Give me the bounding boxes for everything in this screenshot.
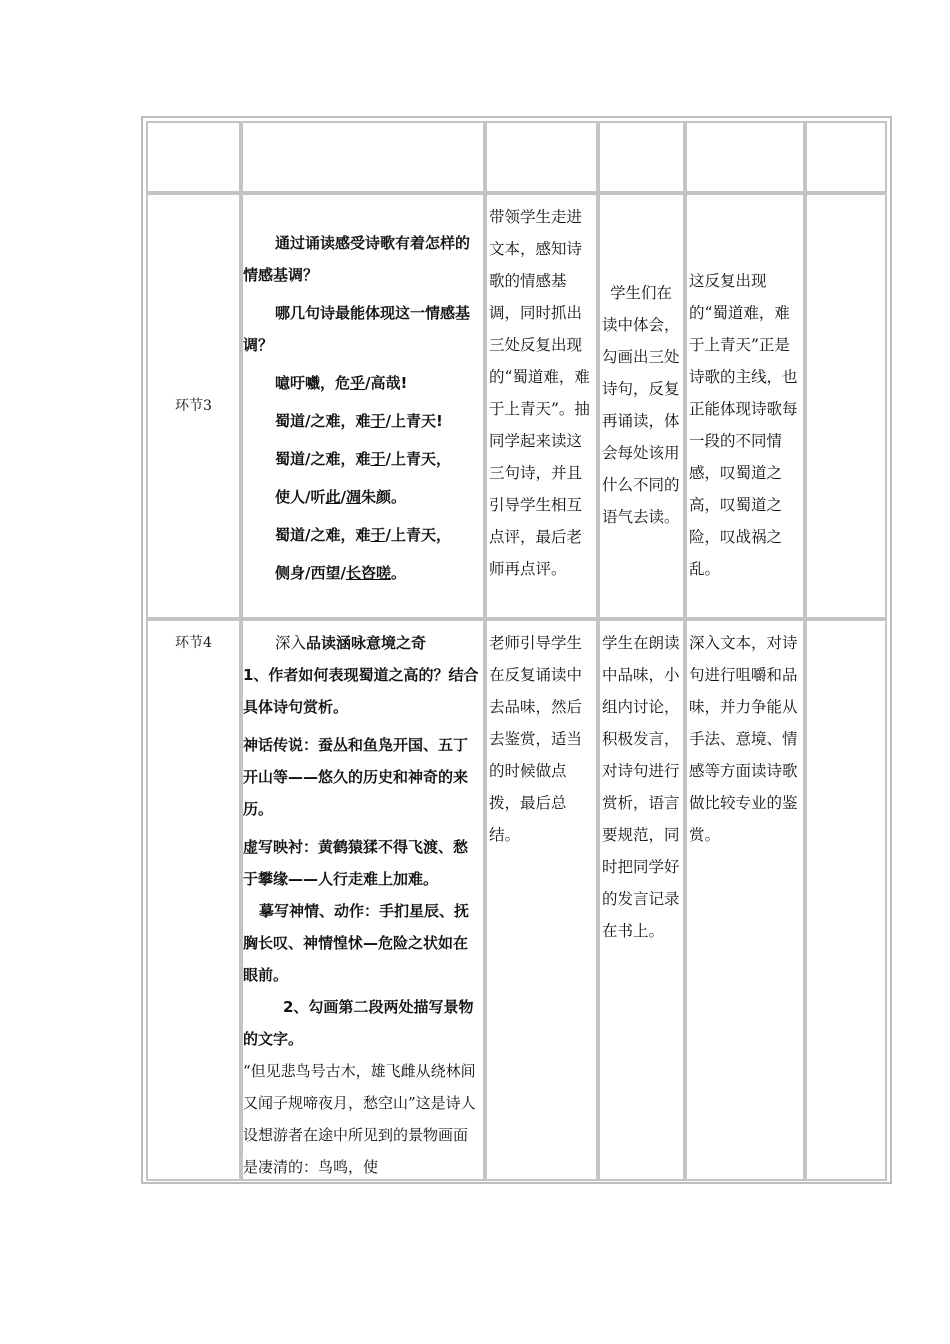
poem-text-underlined: 于 [370,526,386,544]
question-2-scenery: 2、勾画第二段两处描写景物的文字。 [243,998,474,1048]
row1-notes-cell [805,121,887,193]
lesson-plan-table [141,116,892,1184]
poem-line-3 [275,443,481,475]
row3-teacher-cell [485,619,598,1181]
row2-student-cell [598,193,685,619]
poem-line-6 [275,557,481,589]
scenery-quote: “但见悲鸟号古木，雄飞雌从绕林间又闻子规啼夜月，愁空山”这是诗人设想游者在途中所见到的景物画面是凄清的：鸟鸣，使 [243,1062,476,1176]
poem-text-underlined: 长咨嗟 [345,564,391,582]
section-title [243,627,481,659]
poem-text: 侧身/西望/ [275,564,346,582]
poem-text-underlined: 于 [370,412,386,430]
poem-text: /上青天! [385,412,443,430]
poem-text: / [340,488,346,506]
row1-intent-cell [685,121,805,193]
row2-label: 环节3 [175,398,212,414]
row3-notes-cell [805,619,887,1181]
poem-text: 噫吁嚱，危 [275,374,351,392]
poem-text-underlined: 凋 [345,488,361,506]
row1-teacher-cell [485,121,598,193]
row3-teacher-activity: 老师引导学生在反复诵读中去品味，然后去鉴赏，适当的时候做点拨，最后总结。 [489,634,583,844]
section-title-prefix: 深入 [275,634,307,652]
myth-legend-note: 神话传说：蚕丛和鱼凫开国、五丁开山等——悠久的历史和神奇的来历。 [243,736,469,818]
section-title-main: 品读涵咏意境之奇 [306,634,427,652]
poem-text: 蜀道/之难，难 [275,450,371,468]
row2-teacher-activity: 带领学生走进文本，感知诗歌的情感基调，同时抓出三处反复出现的“蜀道难，难于上青天”。抽同学起来读这三句诗，并且引导学生相互点评，最后老师再点评。 [489,208,590,578]
row2-content-cell [241,193,485,619]
poem-lines [243,367,481,589]
row3-intent-cell [685,619,805,1181]
question-1: 通过诵读感受诗歌有着怎样的情感基调？ [243,234,471,284]
poem-text: /高哉! [365,374,408,392]
poem-text: /上青天， [385,526,451,544]
row3-label-cell [146,619,241,1181]
poem-text: 使人/听 [275,488,326,506]
row1-label-cell [146,121,241,193]
poem-text: 蜀道/之难，难 [275,526,371,544]
poem-line-2 [275,405,481,437]
poem-text-underlined: 于 [370,450,386,468]
row2-intent-cell [685,193,805,619]
row2-teacher-cell [485,193,598,619]
contrast-note: 虚写映衬：黄鹤猿猱不得飞渡、愁于攀缘——人行走难上加难。 [243,838,469,888]
row3-label: 环节4 [175,635,212,651]
row2-student-activity: 学生们在读中体会，勾画出三处诗句，反复再诵读，体会每处该用什么不同的语气去读。 [602,284,680,526]
row3-design-intent: 深入文本，对诗句进行咀嚼和品味，并力争能从手法、意境、情感等方面读诗歌做比较专业的鉴赏。 [689,634,798,844]
poem-text: 。 [390,564,406,582]
question-1-high: 1、作者如何表现蜀道之高的？结合具体诗句赏析。 [243,666,479,716]
row2-label-cell [146,193,241,619]
row2-notes-cell [805,193,887,619]
question-2: 哪几句诗最能体现这一情感基调？ [243,304,471,354]
row1-student-cell [598,121,685,193]
poem-text: /上青天， [385,450,451,468]
row3-student-activity: 学生在朗读中品味，小组内讨论，积极发言，对诗句进行赏析，语言要规范，同时把同学好的发言记录在书上。 [602,634,680,940]
poem-text: 朱颜。 [361,488,407,506]
depiction-note: 摹写神情、动作：手扪星辰、抚胸长叹、神情惶怵—危险之状如在眼前。 [243,902,470,984]
poem-text-underlined: 乎 [350,374,366,392]
poem-line-1 [275,367,481,399]
poem-line-5 [275,519,481,551]
row2-design-intent: 这反复出现的“蜀道难，难于上青天”正是诗歌的主线，也正能体现诗歌每一段的不同情感，叹蜀道之高，叹蜀道之险，叹战祸之乱。 [689,272,798,578]
poem-line-4 [275,481,481,513]
poem-text: 蜀道/之难，难 [275,412,371,430]
row3-student-cell [598,619,685,1181]
poem-text-underlined: 此 [325,488,341,506]
row3-content-cell [241,619,485,1181]
row1-content-cell [241,121,485,193]
